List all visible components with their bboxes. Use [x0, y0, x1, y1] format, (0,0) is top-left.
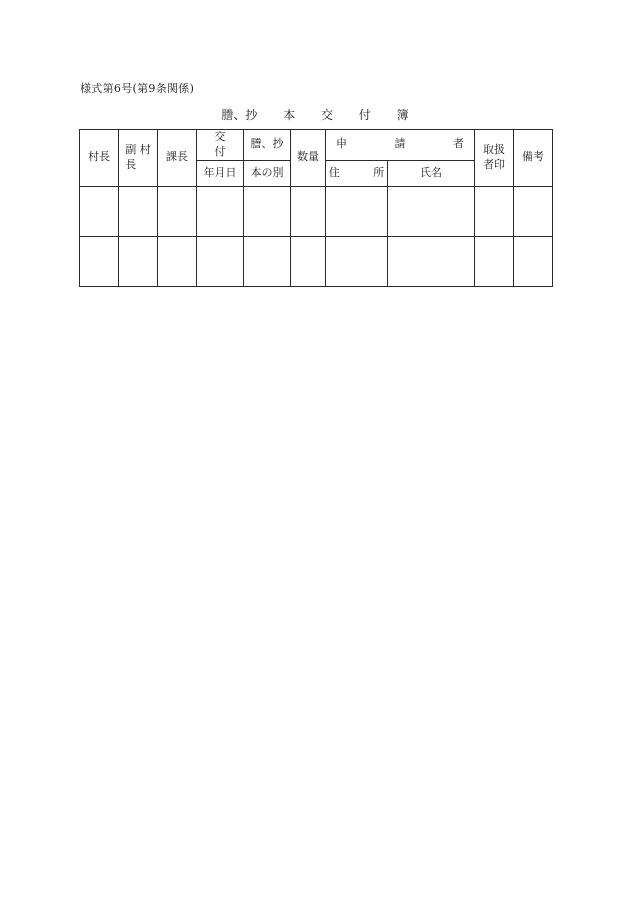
header-row-primary	[80, 130, 553, 161]
header-quantity: 数量	[291, 130, 326, 187]
cell-remarks[interactable]	[514, 186, 553, 236]
header-copy-type-line1: 謄、抄	[250, 137, 284, 151]
header-address-label: 住 所	[328, 165, 385, 179]
header-copy-type-line2: 本の別	[250, 165, 284, 179]
cell-quantity[interactable]	[291, 186, 326, 236]
cell-copy-type[interactable]	[244, 236, 291, 286]
cell-village-head[interactable]	[80, 236, 119, 286]
cell-deputy-village-head[interactable]	[119, 186, 158, 236]
document-title: 謄、抄 本 交 付 簿	[221, 108, 409, 122]
form-number-label: 様式第6号(第9条関係)	[80, 82, 195, 95]
header-section-chief: 課長	[158, 130, 197, 187]
cell-name[interactable]	[388, 186, 475, 236]
cell-quantity[interactable]	[291, 236, 326, 286]
cell-section-chief[interactable]	[158, 236, 197, 286]
issuance-ledger-table	[79, 129, 553, 287]
cell-issue-date[interactable]	[197, 236, 244, 286]
cell-address[interactable]	[326, 236, 388, 286]
header-applicant	[326, 130, 475, 161]
cell-deputy-village-head[interactable]	[119, 236, 158, 286]
cell-address[interactable]	[326, 186, 388, 236]
cell-village-head[interactable]	[80, 186, 119, 236]
header-issue-line2: 年月日	[203, 165, 237, 179]
header-issue-date-top	[197, 130, 244, 161]
header-deputy-line2: 長	[125, 157, 137, 171]
header-applicant-label: 申 請 者	[336, 137, 464, 151]
header-name: 氏名	[388, 160, 475, 186]
header-deputy-line1: 副 村	[125, 143, 151, 156]
cell-issue-date[interactable]	[197, 186, 244, 236]
header-address	[326, 160, 388, 186]
cell-name[interactable]	[388, 236, 475, 286]
table-row	[80, 236, 553, 286]
header-deputy-village-head	[119, 130, 158, 187]
header-copy-type-bottom	[244, 160, 291, 186]
header-handler-line2: 者印	[483, 157, 505, 171]
header-handler-line1: 取扱	[483, 143, 505, 156]
header-copy-type-top	[244, 130, 291, 161]
cell-remarks[interactable]	[514, 236, 553, 286]
header-issue-date-bottom	[197, 160, 244, 186]
header-handler-seal	[475, 130, 514, 187]
cell-section-chief[interactable]	[158, 186, 197, 236]
cell-handler-seal[interactable]	[475, 186, 514, 236]
cell-copy-type[interactable]	[244, 186, 291, 236]
header-remarks: 備考	[514, 130, 553, 187]
header-issue-line1: 交 付	[214, 130, 226, 158]
cell-handler-seal[interactable]	[475, 236, 514, 286]
table-row	[80, 186, 553, 236]
header-village-head: 村長	[80, 130, 119, 187]
